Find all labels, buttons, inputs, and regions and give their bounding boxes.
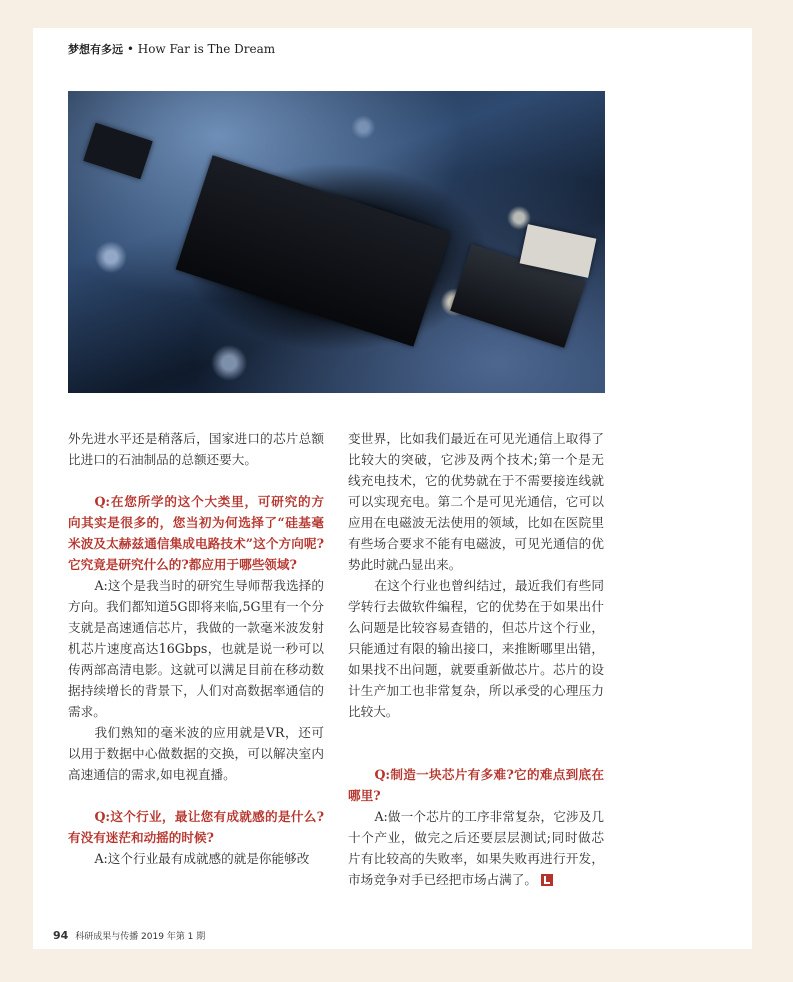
question-heading: Q:这个行业，最让您有成就感的是什么?有没有迷茫和动摇的时候? (68, 809, 324, 845)
answer-text: A:做一个芯片的工序非常复杂，它涉及几十个产业，做完之后还要层层测试;同时做芯片有比较高的失败率，如果失败再进行开发，市场竞争对手已经把市场占满了。 (348, 809, 604, 887)
page-number: 94 (53, 929, 69, 942)
circuit-board-photo (68, 91, 605, 393)
paragraph: 在这个行业也曾纠结过，最近我们有些同学转行去做软件编程，它的优势在于如果出什么问题是比较容易查错的，但芯片这个行业，只能通过有限的输出接口，来推断哪里出错，如果找不出问题，就要重新做芯片。芯片的设计生产加工也非常复杂，所以承受的心理压力比较大。 (348, 578, 604, 719)
paragraph: 我们熟知的毫米波的应用就是VR，还可以用于数据中心做数据的交换，可以解决室内高速通信的需求,如电视直播。 (68, 725, 324, 782)
running-head (68, 41, 275, 57)
question-heading: Q:在您所学的这个大类里，可研究的方向其实是很多的，您当初为何选择了“硅基毫米波及太赫兹通信集成电路技术”这个方向呢?它究竟是研究什么的?都应用于哪些领域? (68, 494, 324, 572)
answer-paragraph: A:这个行业最有成就感的就是你能够改 (94, 851, 310, 866)
running-head-cn: 梦想有多远 (68, 43, 123, 56)
end-mark-icon (541, 874, 553, 886)
chip-shape (176, 155, 451, 346)
running-head-en: How Far is The Dream (137, 42, 276, 56)
answer-paragraph (348, 806, 604, 890)
paragraph: 外先进水平还是稍落后，国家进口的芯片总额比进口的石油制品的总额还要大。 (68, 431, 324, 467)
question-heading: Q:制造一块芯片有多难?它的难点到底在哪里? (348, 767, 604, 803)
page-footer (53, 929, 205, 942)
running-head-separator: • (126, 42, 134, 56)
right-column (348, 428, 604, 890)
paragraph: 变世界，比如我们最近在可见光通信上取得了比较大的突破，它涉及两个技术;第一个是无线充电技术，它的优势就在于不需要接连线就可以实现充电。第二个是可见光通信，它可以应用在电磁波无法使用的领域，比如在医院里有些场合要求不能有电磁波，可见光通信的优势此时就凸显出来。 (348, 431, 604, 572)
answer-paragraph: A:这个是我当时的研究生导师帮我选择的方向。我们都知道5G即将来临,5G里有一个分支就是高速通信芯片，我做的一款毫米波发射机芯片速度高达16Gbps，也就是说一秒可以传两部高清电影。这就可以满足目前在移动数据持续增长的背景下，人们对高数据率通信的需求。 (68, 578, 324, 719)
page (33, 28, 752, 949)
journal-name: 科研成果与传播 2019 年第 1 期 (75, 932, 206, 942)
left-column (68, 428, 324, 869)
chip-shape (83, 123, 152, 180)
